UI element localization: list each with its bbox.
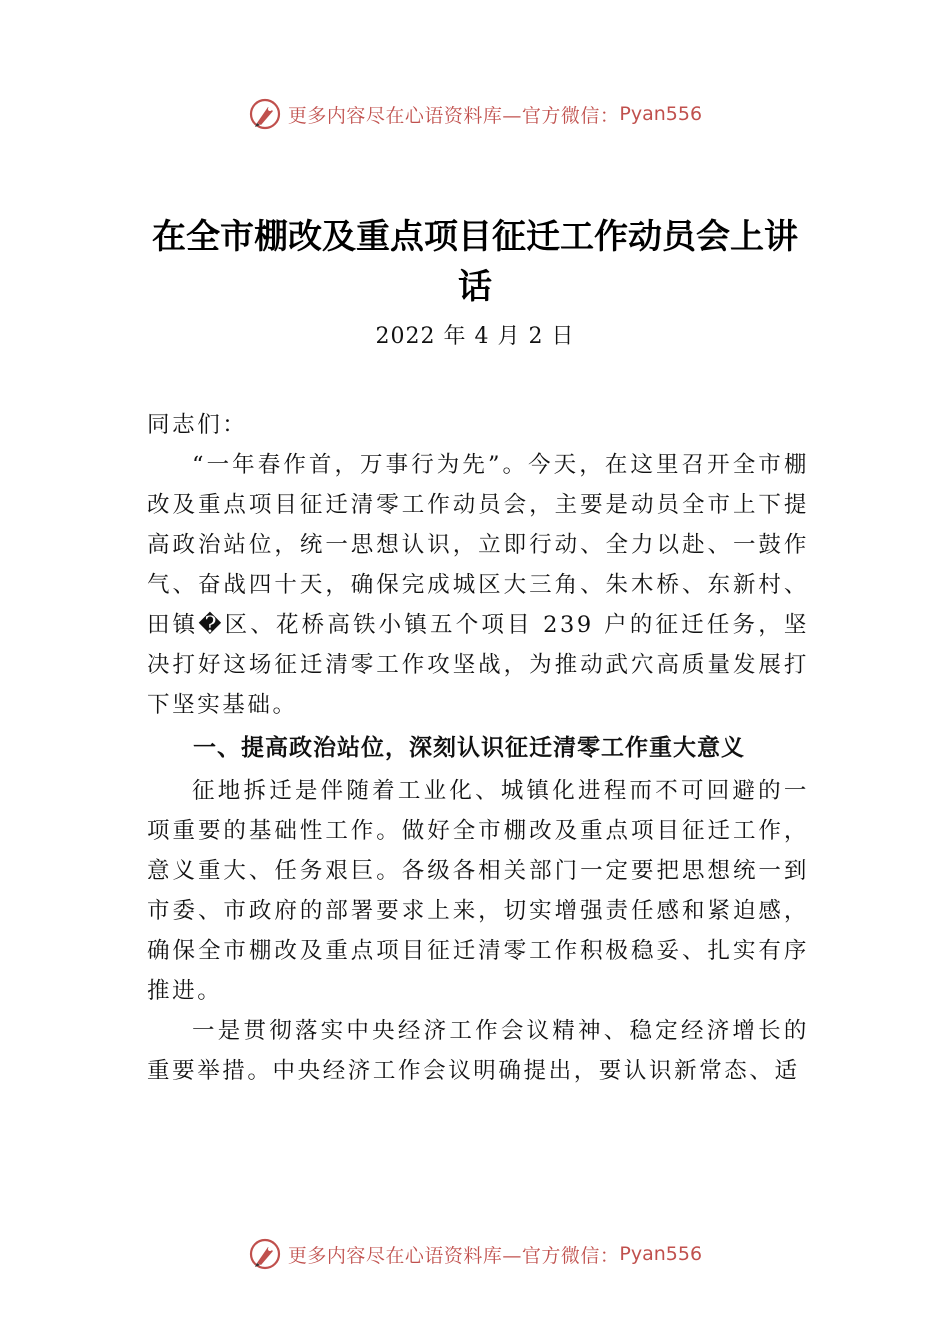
pen-nib-icon <box>248 97 282 131</box>
pen-nib-icon <box>248 1237 282 1271</box>
wechat-id: Pyan556 <box>619 1243 703 1265</box>
greeting: 同志们： <box>147 412 248 438</box>
paragraph: 一是贯彻落实中央经济工作会议精神、稳定经济增长的重要举措。中央经济工作会议明确提出，要认识新常态、适 <box>147 1018 809 1084</box>
section-heading: 一、提高政治站位，深刻认识征迁清零工作重大意义 <box>193 735 745 761</box>
header-banner <box>0 94 950 134</box>
footer-banner <box>0 1234 950 1274</box>
paragraph: 征地拆迁是伴随着工业化、城镇化进程而不可回避的一项重要的基础性工作。做好全市棚改及重点项目征迁工作，意义重大、任务艰巨。各级各相关部门一定要把思想统一到市委、市政府的部署要求上来，切实增强责任感和紧迫感，确保全市棚改及重点项目征迁清零工作积极稳妥、扎实有序推进。 <box>147 778 809 1004</box>
document-body <box>147 405 809 1091</box>
document-date: 2022 年 4 月 2 日 <box>375 324 575 349</box>
paragraph: “一年春作首，万事行为先”。今天，在这里召开全市棚改及重点项目征迁清零工作动员会，主要是动员全市上下提高政治站位，统一思想认识，立即行动、全力以赴、一鼓作气、奋战四十天，确保完成城区大三角、朱木桥、东新村、田镇�区、花桥高铁小镇五个项目 239 户的征迁任务，坚决打好这场征迁清零工作攻坚战，为推动武穴高质量发展打下坚实基础。 <box>147 452 809 718</box>
page-title: 在全市棚改及重点项目征迁工作动员会上讲话 <box>152 217 798 307</box>
banner-text: 更多内容尽在心语资料库—官方微信： <box>287 104 620 127</box>
wechat-id: Pyan556 <box>619 103 703 125</box>
banner-text: 更多内容尽在心语资料库—官方微信： <box>287 1244 620 1267</box>
